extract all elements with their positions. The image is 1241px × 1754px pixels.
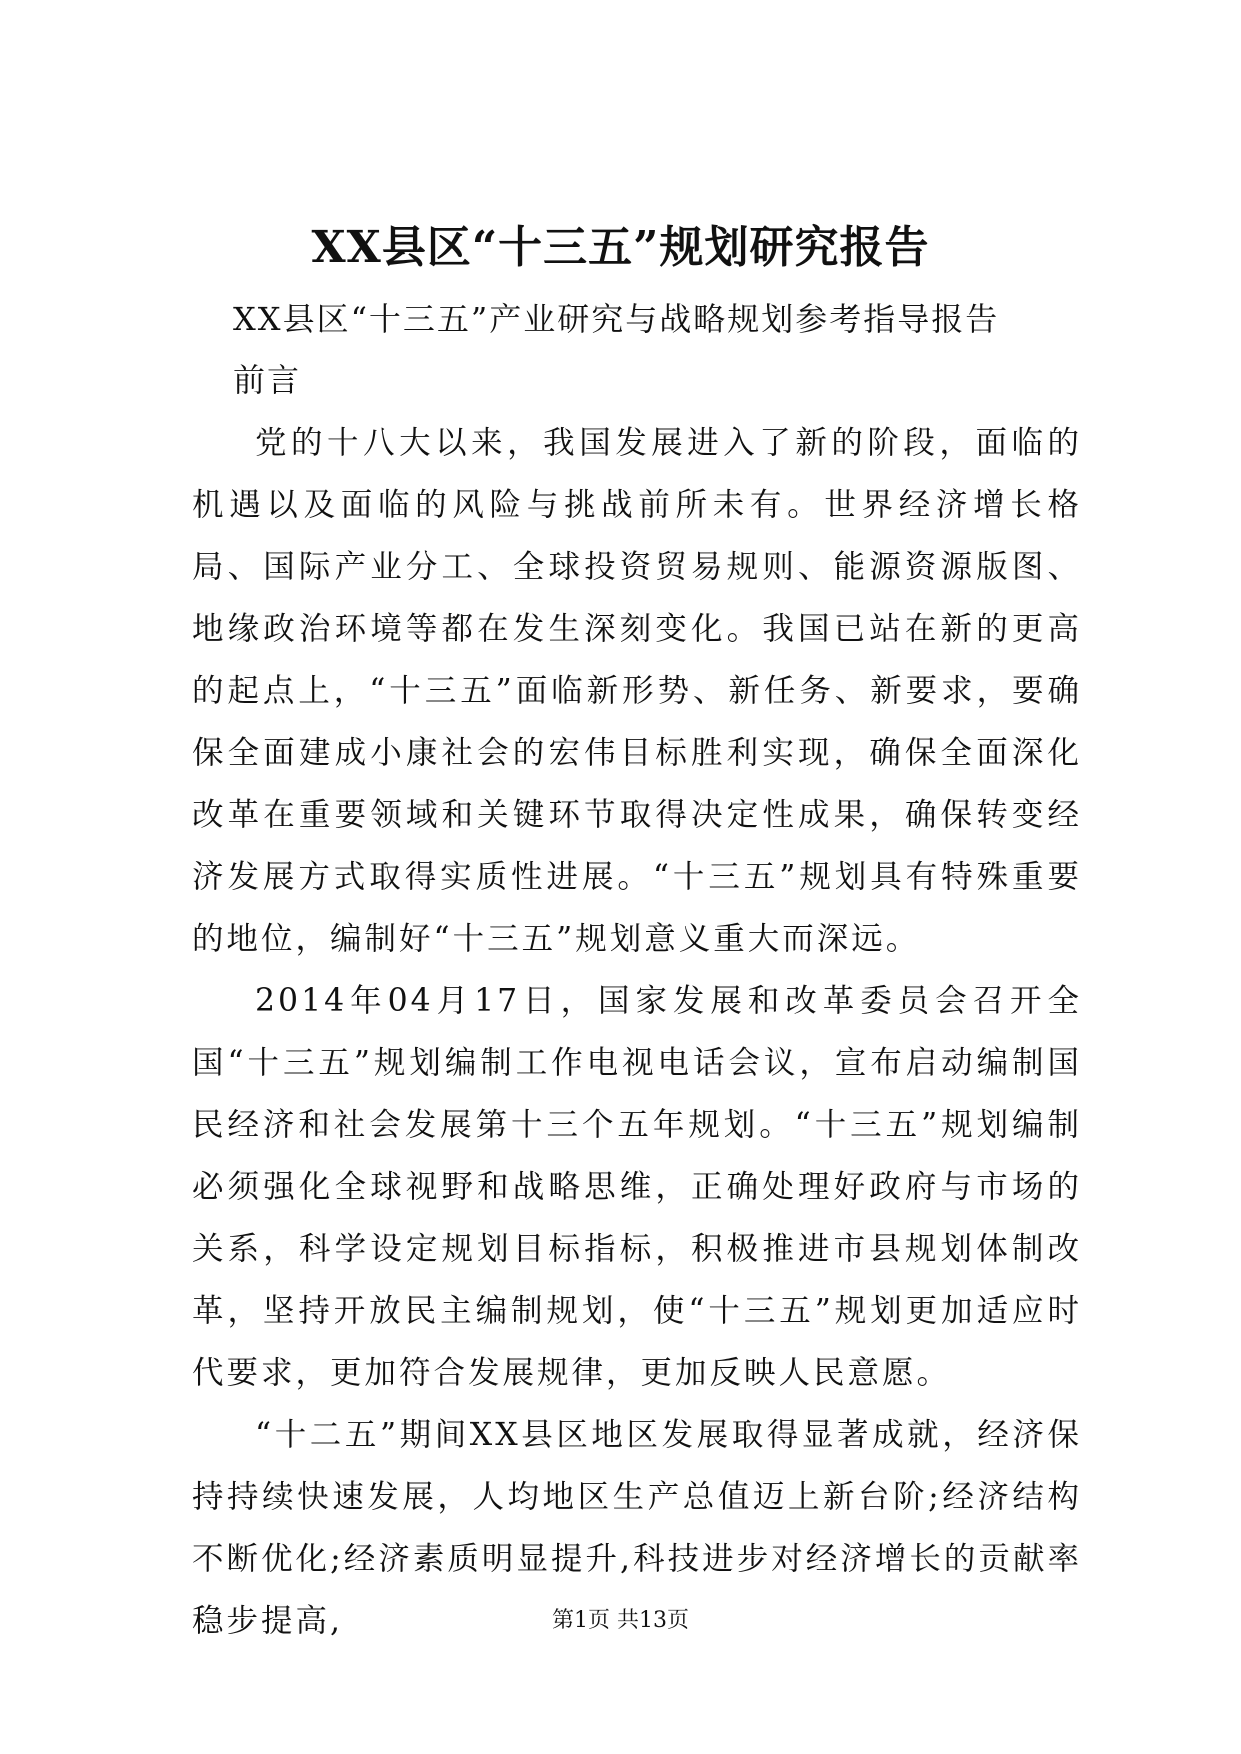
paragraph: 党的十八大以来，我国发展进入了新的阶段，面临的机遇以及面临的风险与挑战前所未有。世界经济增长格局、国际产业分工、全球投资贸易规则、能源资源版图、地缘政治环境等都在发生深刻变化。我国已站在新的更高的起点上，“十三五”面临新形势、新任务、新要求，要确保全面建成小康社会的宏伟目标胜利实现，确保全面深化改革在重要领域和关键环节取得决定性成果，确保转变经济发展方式取得实质性进展。“十三五”规划具有特殊重要的地位，编制好“十三五”规划意义重大而深远。 xyxy=(192,425,1082,957)
page-footer: 第1页 共13页 xyxy=(552,1608,689,1633)
section-heading: 前言 xyxy=(233,361,302,399)
paragraph: “十二五”期间XX县区地区发展取得显著成就，经济保持持续快速发展，人均地区生产总值迈上新台阶;经济结构不断优化;经济素质明显提升,科技进步对经济增长的贡献率稳步提高, xyxy=(192,1417,1082,1639)
document-body xyxy=(192,412,1082,1652)
document-title: XX县区“十三五”规划研究报告 xyxy=(311,222,930,273)
document-subtitle: XX县区“十三五”产业研究与战略规划参考指导报告 xyxy=(233,300,1000,338)
paragraph: 2014年04月17日，国家发展和改革委员会召开全国“十三五”规划编制工作电视电话会议，宣布启动编制国民经济和社会发展第十三个五年规划。“十三五”规划编制必须强化全球视野和战略思维，正确处理好政府与市场的关系，科学设定规划目标指标，积极推进市县规划体制改革，坚持开放民主编制规划，使“十三五”规划更加适应时代要求，更加符合发展规律，更加反映人民意愿。 xyxy=(192,983,1082,1391)
